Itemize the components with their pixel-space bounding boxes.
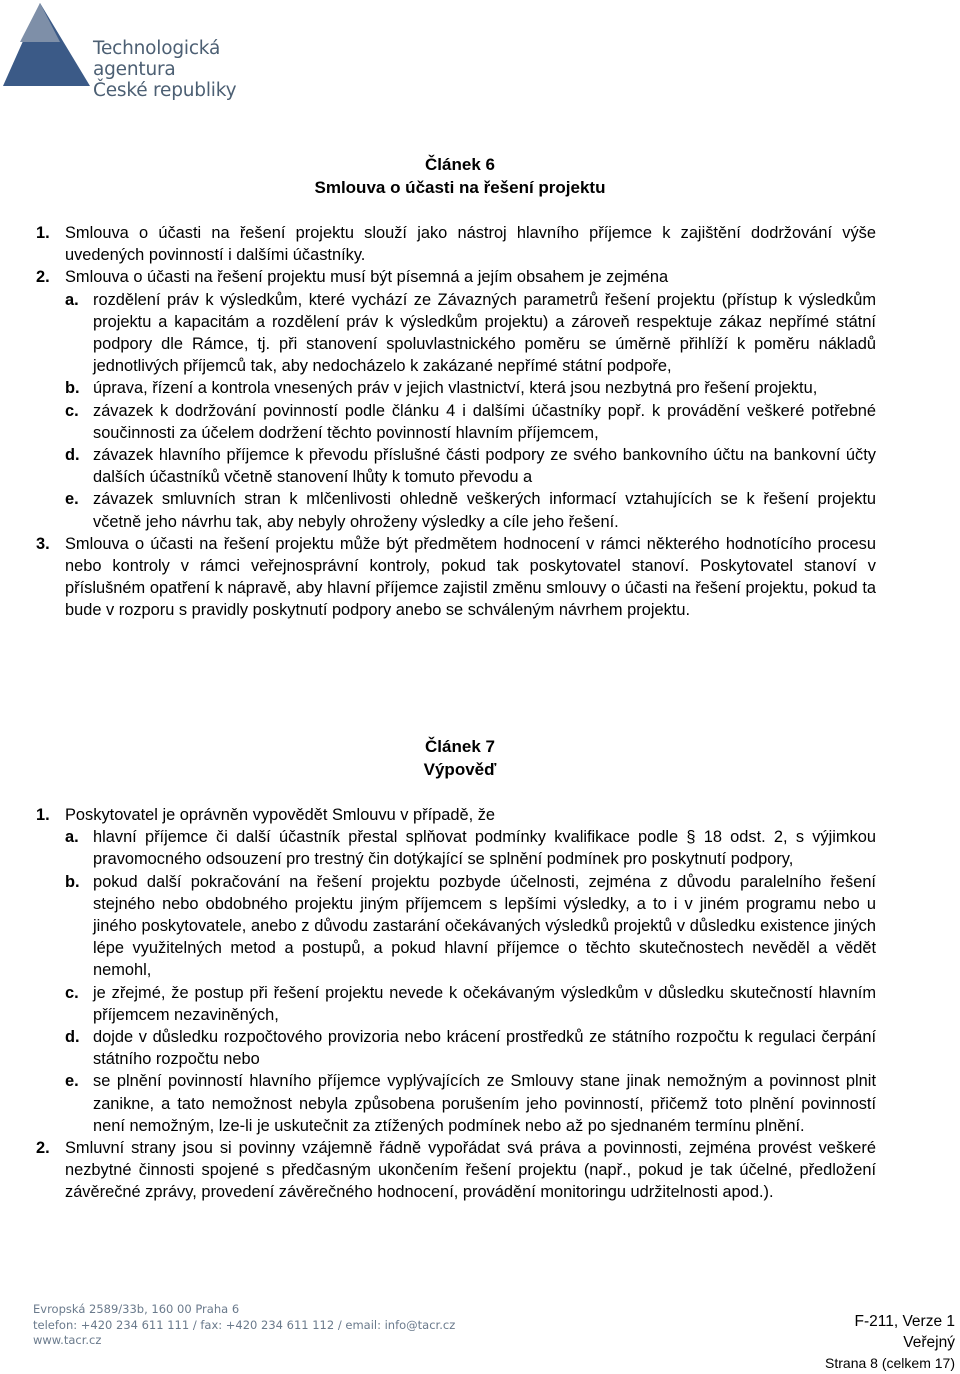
item-text: Poskytovatel je oprávněn vypovědět Smlouvu v případě, že <box>65 806 496 824</box>
sub-item-label: b. <box>65 872 80 891</box>
sub-item <box>65 871 876 982</box>
sub-item <box>65 1070 876 1137</box>
footer-address <box>33 1302 455 1349</box>
sub-item-text: rozdělení práv k výsledkům, které vychází ze Závazných parametrů řešení projektu (přístup k výsledkům projektu a kapacitám a rozdělení práv k výsledkům projektu) a zároveň respektuje zákaz nepřímé státní podpory dle Rámce, tj. při stanovení spoluvlastnického poměru se úměrně přihlíží k poměru nákladů jednotlivých příjemců tak, aby nedocházelo k zakázané nepřímé státní podpoře, <box>93 290 876 376</box>
list-item <box>36 1137 876 1204</box>
sub-item-text: pokud další pokračování na řešení projektu pozbyde účelnosti, zejména z důvodu paralelního řešení stejného nebo obdobného projektu jiným příjemcem s lepšími výsledky, a to i v jiném programu nebo u jiného poskytovatele, anebo z důvodu zastarání očekávaných výsledků projektů v důsledku existence jiných lépe využitelných metod a postupů, a pokud hlavní příjemce o těchto skutečnostech nevěděl a vědět nemohl, <box>93 872 876 980</box>
item-number: 1. <box>36 224 50 242</box>
sub-item-label: c. <box>65 983 79 1002</box>
sub-item-label: a. <box>65 290 79 309</box>
sub-item-text: závazek k dodržování povinností podle článku 4 i dalšími účastníky popř. k provádění veškeré potřebné součinnosti za účelem dodržení těchto povinností hlavním příjemcem, <box>93 401 876 442</box>
footer-address-line: Evropská 2589/33b, 160 00 Praha 6 <box>33 1302 240 1316</box>
tacr-logo <box>0 0 300 101</box>
sub-item-text: je zřejmé, že postup při řešení projektu nevede k očekávaným výsledkům v důsledku skutečností hlavním příjemcem nezaviněných, <box>93 983 876 1024</box>
classification: Veřejný <box>903 1333 955 1351</box>
sub-item <box>65 488 876 532</box>
list-item <box>36 266 876 288</box>
article-7-subtitle: Výpověď <box>423 759 497 779</box>
sub-item-label: d. <box>65 1028 80 1047</box>
list-item <box>36 222 876 266</box>
article-7-title: Článek 7 <box>425 737 495 756</box>
item-number: 2. <box>36 1139 50 1158</box>
sub-item-text: závazek smluvních stran k mlčenlivosti ohledně veškerých informací vztahujících se k řešení projektu včetně jeho návrhu tak, aby nebyly ohroženy výsledky a cíle jeho řešení. <box>93 490 876 531</box>
article-6-title: Článek 6 <box>425 155 495 174</box>
sub-item-label: c. <box>65 401 79 420</box>
footer-website: www.tacr.cz <box>33 1333 102 1347</box>
sub-list <box>65 826 876 1137</box>
sub-item-label: b. <box>65 379 80 398</box>
sub-item-label: d. <box>65 446 80 465</box>
item-text: Smlouva o účasti na řešení projektu slouží jako nástroj hlavního příjemce k zajištění dodržování výše uvedených povinností i dalšími účastníky. <box>65 224 876 265</box>
article-7-body <box>36 804 876 1204</box>
logo-triangle-icon <box>0 0 92 90</box>
item-text: Smluvní strany jsou si povinny vzájemně řádně vypořádat svá práva a povinnosti, zejména provést veškeré nezbytné činnosti spojené s předčasným ukončením řešení projektu (např., pokud je tak účelné, předložení závěrečné zprávy, provedení závěrečného hodnocení, provádění monitoringu udržitelnosti apod.). <box>65 1139 876 1202</box>
sub-item-text: úprava, řízení a kontrola vnesených práv v jejich vlastnictví, která jsou nezbytná pro řešení projektu, <box>93 379 818 398</box>
sub-item <box>65 400 876 444</box>
item-number: 2. <box>36 268 50 287</box>
page-number: Strana 8 (celkem 17) <box>825 1355 955 1371</box>
sub-item <box>65 982 876 1026</box>
item-number: 3. <box>36 534 50 553</box>
footer-contact-line: telefon: +420 234 611 111 / fax: +420 234 611 112 / email: info@tacr.cz <box>33 1317 456 1332</box>
logo-line-2: České republiky <box>93 80 237 101</box>
item-text: Smlouva o účasti na řešení projektu může být předmětem hodnocení v rámci některého hodnotícího procesu nebo kontroly v rámci veřejnosprávní kontroly, pokud tak poskytovatel stanoví. Poskytovatel stanoví v příslušném opatření k nápravě, aby hlavní příjemce zajistil změnu smlouvy o účasti na řešení projektu, pokud ta bude v rozporu s pravidly poskytnutí podpory anebo se schváleným návrhem projektu. <box>65 534 876 620</box>
form-id: F-211, Verze 1 <box>854 1313 955 1330</box>
sub-item-text: dojde v důsledku rozpočtového provizoria nebo krácení prostředků ze státního rozpočtu k regulaci čerpání státního rozpočtu nebo <box>93 1028 876 1069</box>
footer-page-info <box>825 1312 955 1374</box>
sub-item-text: se plnění povinností hlavního příjemce vyplývajících ze Smlouvy stane jinak nemožným a povinnost plnit zanikne, a tato nemožnost nebyla způsobena porušením jeho povinností, přičemž toto plnění povinností není nemožným, lze-li je uskutečnit za ztížených podmínek nebo až po sjednaném termínu plnění. <box>93 1072 876 1135</box>
sub-item-label: e. <box>65 490 79 509</box>
sub-item-label: e. <box>65 1072 79 1091</box>
sub-item <box>65 444 876 488</box>
item-text: Smlouva o účasti na řešení projektu musí být písemná a jejím obsahem je zejména <box>65 268 669 287</box>
sub-item <box>65 1026 876 1070</box>
article-6-body <box>36 222 876 622</box>
list-item <box>36 804 876 826</box>
list-item <box>36 533 876 622</box>
sub-item-text: závazek hlavního příjemce k převodu příslušné části podpory ze svého bankovního účtu na bankovní účty dalších účastníků včetně stanovení lhůty k tomuto převodu a <box>93 446 876 487</box>
article-6-heading <box>0 154 920 199</box>
sub-item-text: hlavní příjemce či další účastník přestal splňovat podmínky kvalifikace podle § 18 odst. 2, s výjimkou pravomocného odsouzení pro trestný čin dotýkající se splnění podmínek pro poskytnutí podpory, <box>93 828 876 869</box>
article-6-subtitle: Smlouva o účasti na řešení projektu <box>314 177 606 197</box>
sub-list <box>65 289 876 533</box>
article-7-heading <box>0 736 920 781</box>
sub-item-label: a. <box>65 828 79 847</box>
sub-item <box>65 377 876 399</box>
logo-text <box>93 38 300 101</box>
sub-item <box>65 826 876 870</box>
logo-line-1: Technologická agentura <box>93 38 221 80</box>
sub-item <box>65 289 876 378</box>
item-number: 1. <box>36 806 50 824</box>
